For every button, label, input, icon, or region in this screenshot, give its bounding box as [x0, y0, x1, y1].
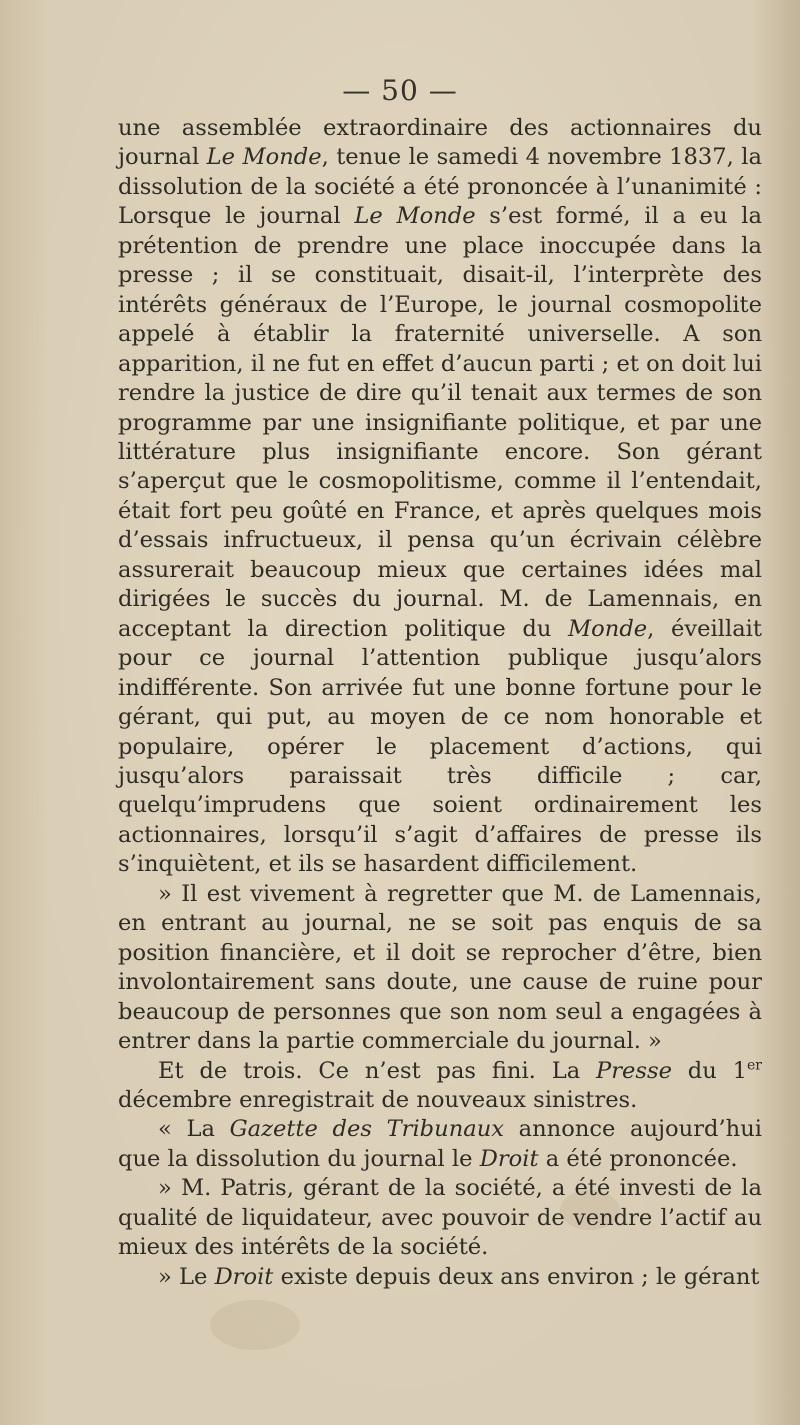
italic-title: Le Monde — [354, 203, 476, 230]
paragraph-p1 — [118, 114, 762, 880]
paragraph-p6 — [118, 1263, 762, 1292]
italic-title: Monde — [568, 615, 648, 642]
italic-title: Droit — [214, 1263, 274, 1290]
paragraph-p3 — [118, 1057, 762, 1116]
italic-title: Gazette des Tribunaux — [229, 1116, 505, 1143]
paragraph-p2 — [118, 880, 762, 1057]
paragraph-p4 — [118, 1115, 762, 1174]
italic-title: Presse — [596, 1057, 672, 1084]
text-run: » M. Patris, gérant de la société, a été investi de la qualité de liquidateur, avec pouvoir de vendre l’actif au mieux des intérêts de la société. — [118, 1175, 762, 1261]
ordinal-suffix: er — [747, 1056, 762, 1073]
text-run: , éveillait pour ce journal l’attention publique jusqu’alors indifférente. Son arrivée fut une bonne fortune pour le gérant, qui put, au moyen de ce nom honorable et populaire, opérer le placement d’actions, qui jusqu’alors paraissait très difficile ; car, quelqu’imprudens que soient ordinairement les actionnaires, lorsqu’il s’agit d’affaires de presse ils s’inquiètent, et ils se hasardent difficilement. — [118, 615, 762, 878]
text-run: s’est formé, il a eu la prétention de prendre une place inoccupée dans la presse ; il se constituait, disait-il, l’interprète des intérêts généraux de l’Europe, le journal cosmopolite appelé à établir la fraternité universelle. A son apparition, il ne fut en effet d’aucun parti ; et on doit lui rendre la justice de dire qu’il tenait aux termes de son programme par une insignifiante politique, et par une littérature plus insignifiante encore. Son gérant s’aperçut que le cosmopolitisme, comme il l’entendait, était fort peu goûté en France, et après quelques mois d’essais infructueux, il pensa qu’un écrivain célèbre assurerait beaucoup mieux que certaines idées mal dirigées le succès du journal. M. de Lamennais, en acceptant la direction politique du — [118, 203, 762, 642]
text-run: annonce aujourd’hui que la dissolution du journal le — [118, 1116, 762, 1172]
text-run: a été prononcée. — [538, 1145, 738, 1172]
text-run: existe depuis deux ans environ ; le gérant — [273, 1263, 760, 1290]
page-number: — 50 — — [342, 74, 458, 107]
text-run: « La — [158, 1116, 230, 1143]
body-text — [118, 114, 762, 1292]
text-run: » Le — [158, 1263, 215, 1290]
italic-title: Le Monde — [206, 144, 322, 171]
text-run: , tenue le samedi 4 novembre 1837, la dissolution de la société a été prononcée à l’unanimité : Lorsque le journal — [118, 144, 762, 230]
text-run: du 1er décembre enregistrait de nouveaux sinistres. — [118, 1056, 762, 1113]
paragraph-p5 — [118, 1174, 762, 1262]
italic-title: Droit — [479, 1145, 539, 1172]
paper-stain — [210, 1300, 300, 1350]
text-run: Et de trois. Ce n’est pas fini. La — [158, 1057, 597, 1084]
text-run: » Il est vivement à regretter que M. de Lamennais, en entrant au journal, ne se soit pas enquis de sa position financière, et il doit se reprocher d’être, bien involontairement sans doute, une cause de ruine pour beaucoup de personnes que son nom seul a engagées à entrer dans la partie commerciale du journal. » — [118, 880, 762, 1055]
text-run: une assemblée extraordinaire des actionnaires du journal — [118, 115, 762, 171]
